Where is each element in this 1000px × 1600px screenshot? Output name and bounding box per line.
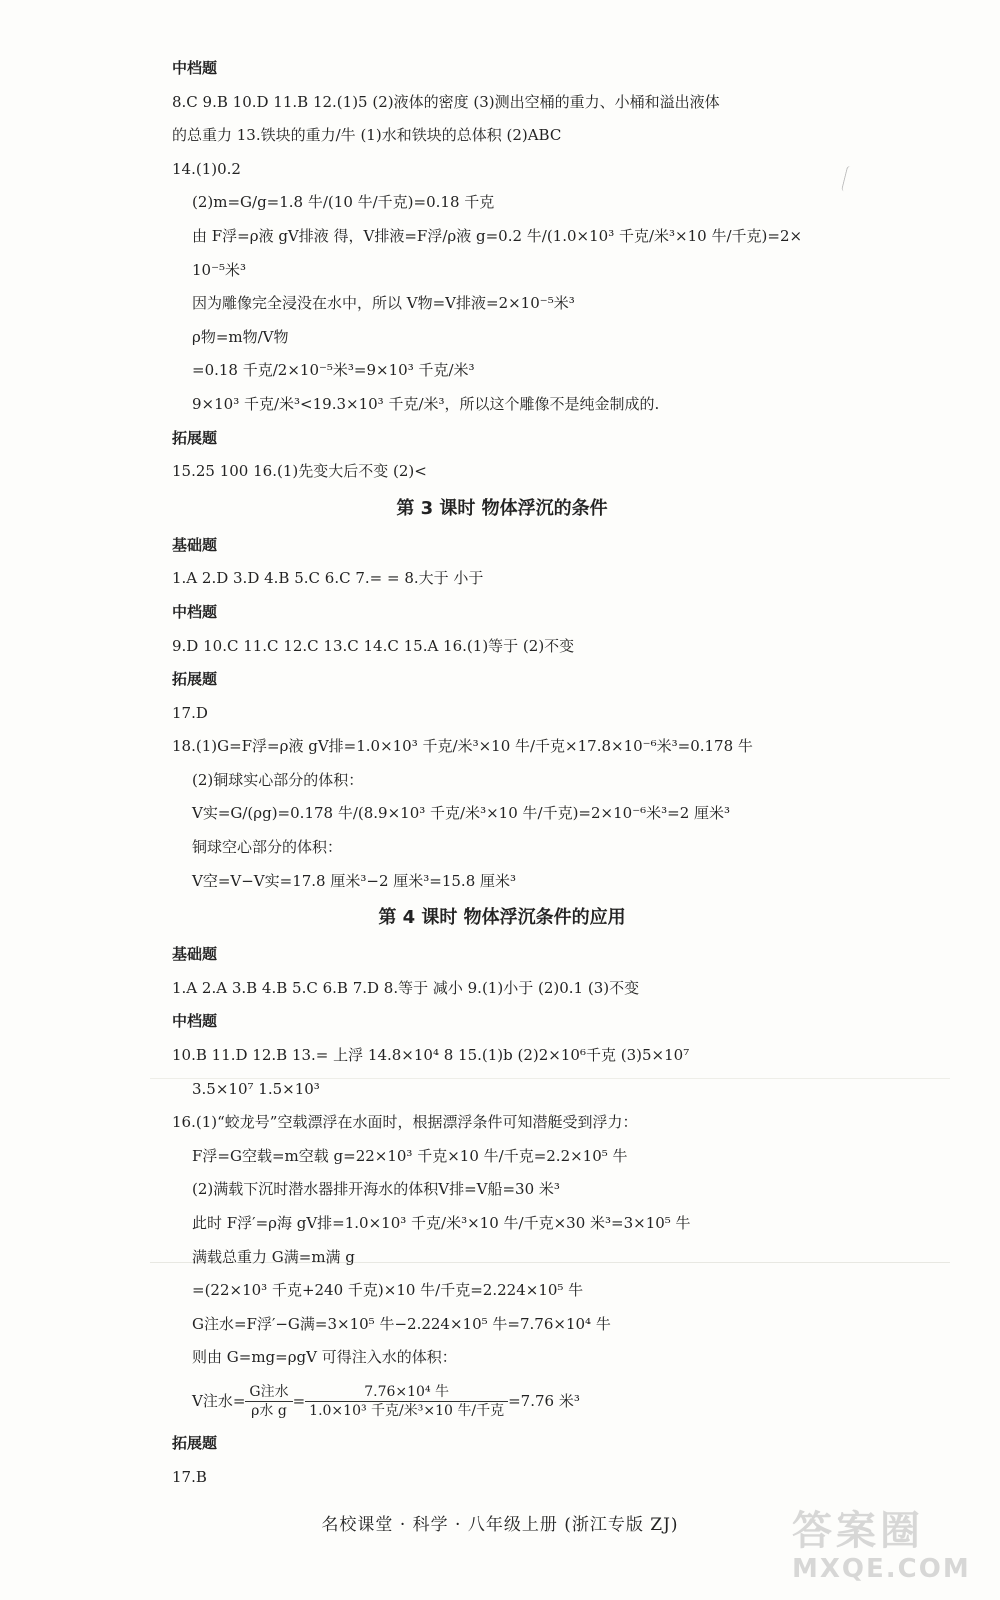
watermark-url: MXQE.COM xyxy=(792,1554,971,1584)
section-heading: 中档题 xyxy=(172,602,218,621)
section-heading: 拓展题 xyxy=(172,1433,218,1452)
answer-line-indented: (2)满载下沉时潜水器排开海水的体积V排=V船=30 米³ xyxy=(192,1180,560,1199)
answer-line: 14.(1)0.2 xyxy=(172,159,241,178)
answer-line-indented: 9×10³ 千克/米³<19.3×10³ 千克/米³，所以这个雕像不是纯金制成的. xyxy=(192,394,660,413)
answer-line: 17.B xyxy=(172,1467,207,1486)
answer-line-indented: (2)铜球实心部分的体积： xyxy=(192,770,364,789)
answer-line: 10.B 11.D 12.B 13.= 上浮 14.8×10⁴ 8 15.(1)b (2)2×10⁶千克 (3)5×10⁷ xyxy=(172,1046,690,1065)
answer-line-indented: G注水=F浮′−G满=3×10⁵ 牛−2.224×10⁵ 牛=7.76×10⁴ 牛 xyxy=(192,1314,611,1333)
fraction-denominator: ρ水 g xyxy=(251,1403,287,1420)
page-footer: 名校课堂 · 科学 · 八年级上册 (浙江专版 ZJ) xyxy=(321,1515,679,1535)
answer-line-indented: 因为雕像完全浸没在水中，所以 V物=V排液=2×10⁻⁵米³ xyxy=(192,294,575,313)
formula-equals: = xyxy=(292,1391,306,1410)
formula-lhs: V注水= xyxy=(192,1391,246,1410)
answer-line-indented: F浮=G空载=m空载 g=22×10³ 千克×10 牛/千克=2.2×10⁵ 牛 xyxy=(192,1146,628,1165)
answer-line-indented: (2)m=G/g=1.8 牛/(10 牛/千克)=0.18 千克 xyxy=(192,193,495,212)
answer-line: 1.A 2.D 3.D 4.B 5.C 6.C 7.= = 8.大于 小于 xyxy=(172,569,484,588)
section-heading: 拓展题 xyxy=(172,670,218,689)
section-heading: 中档题 xyxy=(172,1012,218,1031)
answer-line: 的总重力 13.铁块的重力/牛 (1)水和铁块的总体积 (2)ABC xyxy=(172,126,562,145)
answer-line-indented: 10⁻⁵米³ xyxy=(192,260,247,279)
answer-line-indented: =(22×10³ 千克+240 千克)×10 牛/千克=2.224×10⁵ 牛 xyxy=(192,1281,584,1300)
answer-line: 16.(1)“蛟龙号”空载漂浮在水面时，根据漂浮条件可知潜艇受到浮力： xyxy=(172,1113,638,1132)
watermark-logo xyxy=(792,1508,982,1588)
answer-line-indented: 3.5×10⁷ 1.5×10³ xyxy=(192,1079,320,1098)
section-heading: 中档题 xyxy=(172,59,218,77)
fraction-denominator: 1.0×10³ 千克/米³×10 牛/千克 xyxy=(309,1403,505,1420)
section-heading: 基础题 xyxy=(172,535,218,554)
watermark-text: 答案圈 xyxy=(792,1508,924,1554)
answer-line-indented: ρ物=m物/V物 xyxy=(192,327,289,346)
section-heading: 拓展题 xyxy=(172,428,218,447)
fraction-numerator: G注水 xyxy=(245,1383,292,1402)
answer-line-indented: 此时 F浮′=ρ海 gV排=1.0×10³ 千克/米³×10 牛/千克×30 米³=3×10⁵ 牛 xyxy=(192,1214,691,1232)
answer-line: 9.D 10.C 11.C 12.C 13.C 14.C 15.A 16.(1)等于 (2)不变 xyxy=(172,636,575,655)
lesson-title: 第 3 课时 物体浮沉的条件 xyxy=(396,497,608,519)
formula-result: =7.76 米³ xyxy=(508,1391,580,1410)
answer-lines xyxy=(172,52,832,1375)
answer-line: 17.D xyxy=(172,703,208,722)
answer-line: 8.C 9.B 10.D 11.B 12.(1)5 (2)液体的密度 (3)测出空桶的重力、小桶和溢出液体 xyxy=(172,92,720,111)
final-formula xyxy=(172,1375,832,1427)
fraction-g-over-rho xyxy=(245,1383,292,1420)
answer-line-indented: V实=G/(ρg)=0.178 牛/(8.9×10³ 千克/米³×10 牛/千克)=2×10⁻⁶米³=2 厘米³ xyxy=(192,804,731,823)
fraction-values xyxy=(305,1383,508,1420)
lesson-title: 第 4 课时 物体浮沉条件的应用 xyxy=(378,907,626,929)
fraction-numerator: 7.76×10⁴ 牛 xyxy=(305,1383,508,1402)
answer-line: 1.A 2.A 3.B 4.B 5.C 6.B 7.D 8.等于 减小 9.(1)小于 (2)0.1 (3)不变 xyxy=(172,978,640,997)
answer-line-indented: 由 F浮=ρ液 gV排液 得，V排液=F浮/ρ液 g=0.2 牛/(1.0×10³ 千克/米³×10 牛/千克)=2× xyxy=(192,226,803,245)
answer-line-indented: =0.18 千克/2×10⁻⁵米³=9×10³ 千克/米³ xyxy=(192,361,475,380)
answer-line-indented: 则由 G=mg=ρgV 可得注入水的体积： xyxy=(192,1348,457,1367)
answer-line-indented: 铜球空心部分的体积： xyxy=(192,838,343,857)
answer-line: 18.(1)G=F浮=ρ液 gV排=1.0×10³ 千克/米³×10 牛/千克×17.8×10⁻⁶米³=0.178 牛 xyxy=(172,737,753,756)
answer-line-indented: V空=V−V实=17.8 厘米³−2 厘米³=15.8 厘米³ xyxy=(192,871,517,890)
pen-mark xyxy=(841,166,854,193)
answer-line: 15.25 100 16.(1)先变大后不变 (2)< xyxy=(172,462,427,481)
section-heading: 基础题 xyxy=(172,945,218,964)
answer-page xyxy=(172,52,832,1494)
answer-line-indented: 满载总重力 G满=m满 g xyxy=(192,1247,355,1266)
tail-lines xyxy=(172,1427,832,1494)
